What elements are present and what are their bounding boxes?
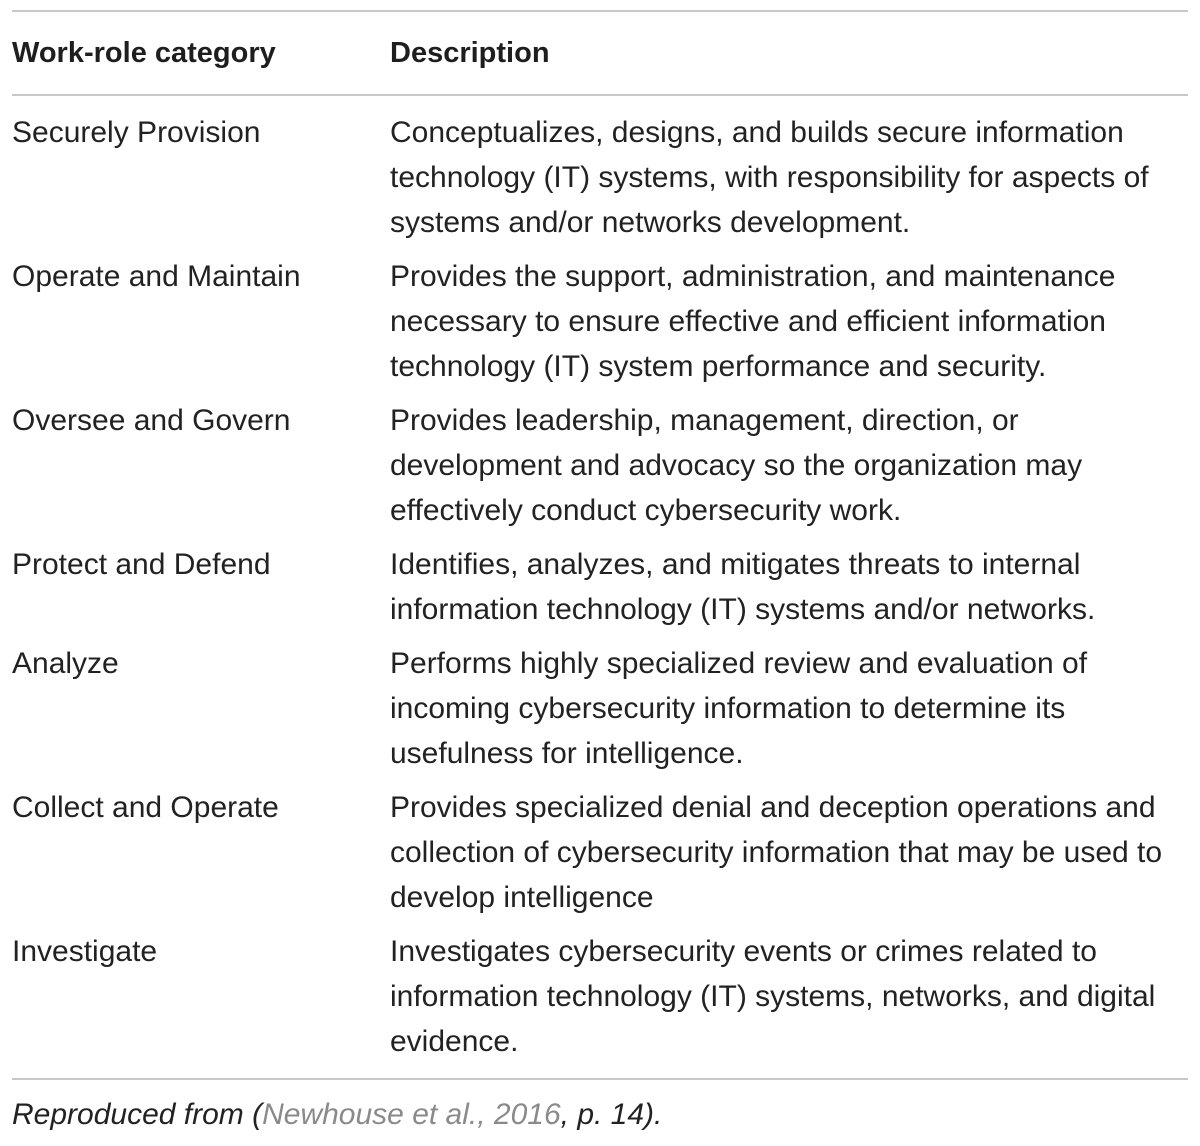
row-description: Provides leadership, management, direction, or development and advocacy so the organization may effectively conduct cybersecurity work.	[390, 404, 1083, 527]
table-row	[12, 641, 1188, 776]
table-bottom-rule	[12, 1078, 1188, 1080]
row-description: Investigates cybersecurity events or crimes related to information technology (IT) systems, networks, and digital evidence.	[390, 935, 1156, 1058]
table-row	[12, 254, 1188, 389]
row-description: Provides specialized denial and deception operations and collection of cybersecurity information that may be used to develop intelligence	[390, 791, 1163, 914]
table-header-row	[12, 12, 1188, 94]
table-row	[12, 785, 1188, 920]
row-description: Identifies, analyzes, and mitigates threats to internal information technology (IT) systems and/or networks.	[390, 548, 1096, 626]
table-row	[12, 542, 1188, 632]
row-category: Operate and Maintain	[12, 260, 301, 293]
caption-prefix: Reproduced from (	[12, 1098, 263, 1131]
row-category: Protect and Defend	[12, 548, 271, 581]
row-category: Collect and Operate	[12, 791, 279, 824]
table-row	[12, 929, 1188, 1064]
table-caption	[12, 1092, 662, 1137]
row-category: Oversee and Govern	[12, 404, 291, 437]
table-row	[12, 110, 1188, 245]
caption-suffix: , p. 14).	[560, 1098, 663, 1131]
table-row	[12, 398, 1188, 533]
header-description: Description	[390, 36, 550, 69]
row-category: Analyze	[12, 647, 119, 680]
table-body	[12, 96, 1188, 1078]
row-category: Securely Provision	[12, 116, 261, 149]
row-description: Provides the support, administration, and maintenance necessary to ensure effective and efficient information technology (IT) system performance and security.	[390, 260, 1116, 383]
citation-link[interactable]: Newhouse et al., 2016	[262, 1098, 561, 1131]
row-description: Conceptualizes, designs, and builds secure information technology (IT) systems, with responsibility for aspects of systems and/or networks development.	[390, 116, 1149, 239]
work-role-table	[12, 0, 1188, 1080]
row-description: Performs highly specialized review and evaluation of incoming cybersecurity information to determine its usefulness for intelligence.	[390, 647, 1088, 770]
header-category: Work-role category	[12, 36, 276, 69]
row-category: Investigate	[12, 935, 158, 968]
